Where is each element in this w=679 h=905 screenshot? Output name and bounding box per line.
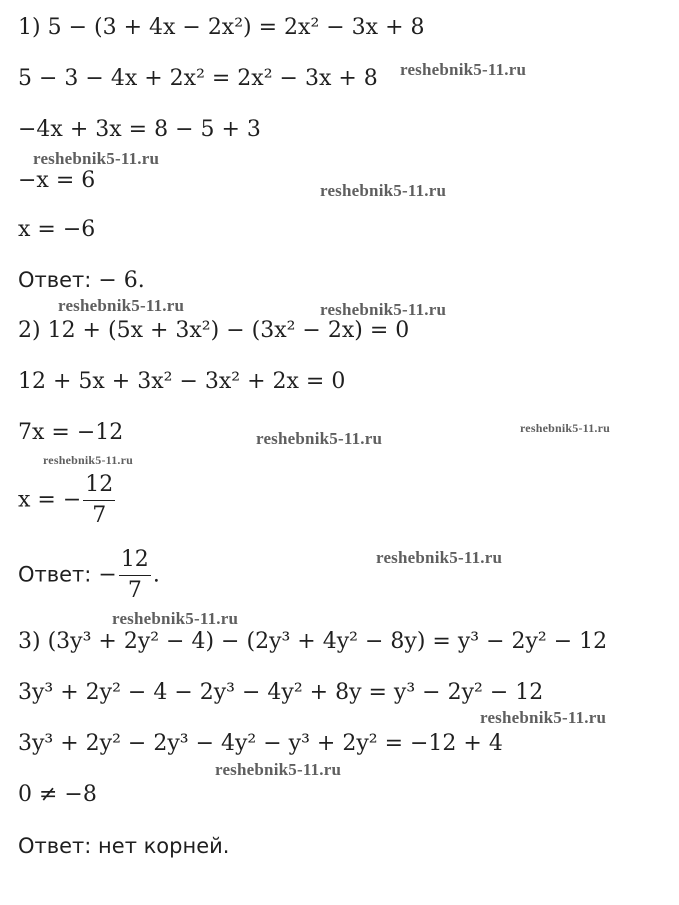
p1-step-expand: 5 − 3 − 4x + 2x² = 2x² − 3x + 8 — [18, 66, 378, 91]
p2-step-simplify: 7x = −12 — [18, 420, 124, 445]
p2-step-expand: 12 + 5x + 3x² − 3x² + 2x = 0 — [18, 369, 346, 394]
p2-step-result — [18, 472, 117, 529]
watermark: reshebnik5-11.ru — [33, 149, 160, 168]
p2-answer-fraction — [119, 547, 151, 604]
watermark: reshebnik5-11.ru — [112, 609, 239, 628]
watermark: reshebnik5-11.ru — [320, 181, 447, 200]
watermark: reshebnik5-11.ru — [43, 453, 133, 467]
watermark: reshebnik5-11.ru — [256, 429, 383, 448]
p1-answer-value: − 6. — [91, 268, 145, 293]
fraction-denominator: 7 — [92, 503, 107, 528]
p3-equation: 3) (3y³ + 2y² − 4) − (2y³ + 4y² − 8y) = y³ − 2y² − 12 — [18, 629, 608, 654]
p1-equation: 1) 5 − (3 + 4x − 2x²) = 2x² − 3x + 8 — [18, 15, 425, 40]
watermark: reshebnik5-11.ru — [520, 421, 610, 435]
watermark: reshebnik5-11.ru — [320, 300, 447, 319]
p1-step-simplify: −x = 6 — [18, 168, 96, 193]
watermark: reshebnik5-11.ru — [400, 60, 527, 79]
watermark: reshebnik5-11.ru — [215, 760, 342, 779]
p3-step-result: 0 ≠ −8 — [18, 782, 97, 807]
watermark: reshebnik5-11.ru — [480, 708, 607, 727]
p1-step-result: x = −6 — [18, 217, 96, 242]
fraction-numerator: 12 — [83, 472, 115, 501]
p2-answer — [18, 547, 160, 604]
p3-step-expand: 3y³ + 2y² − 4 − 2y³ − 4y² + 8y = y³ − 2y² − 12 — [18, 680, 544, 705]
p2-equation: 2) 12 + (5x + 3x²) − (3x² − 2x) = 0 — [18, 318, 410, 343]
p1-answer-label: Ответ: — [18, 268, 92, 292]
p2-answer-suffix: . — [152, 562, 160, 588]
watermark: reshebnik5-11.ru — [376, 548, 503, 567]
p2-result-prefix: x = − — [18, 487, 82, 513]
p2-answer-label: Ответ: — [18, 562, 92, 587]
p2-result-fraction — [83, 472, 115, 529]
fraction-denominator: 7 — [127, 578, 142, 603]
p1-step-collect: −4x + 3x = 8 − 5 + 3 — [18, 117, 261, 142]
p3-step-collect: 3y³ + 2y² − 2y³ − 4y² − y³ + 2y² = −12 + 4 — [18, 731, 503, 756]
fraction-numerator: 12 — [119, 547, 151, 576]
p3-answer: Ответ: нет корней. — [18, 834, 230, 858]
p1-answer — [18, 266, 145, 295]
p2-answer-prefix: − — [91, 562, 117, 588]
watermark: reshebnik5-11.ru — [58, 296, 185, 315]
